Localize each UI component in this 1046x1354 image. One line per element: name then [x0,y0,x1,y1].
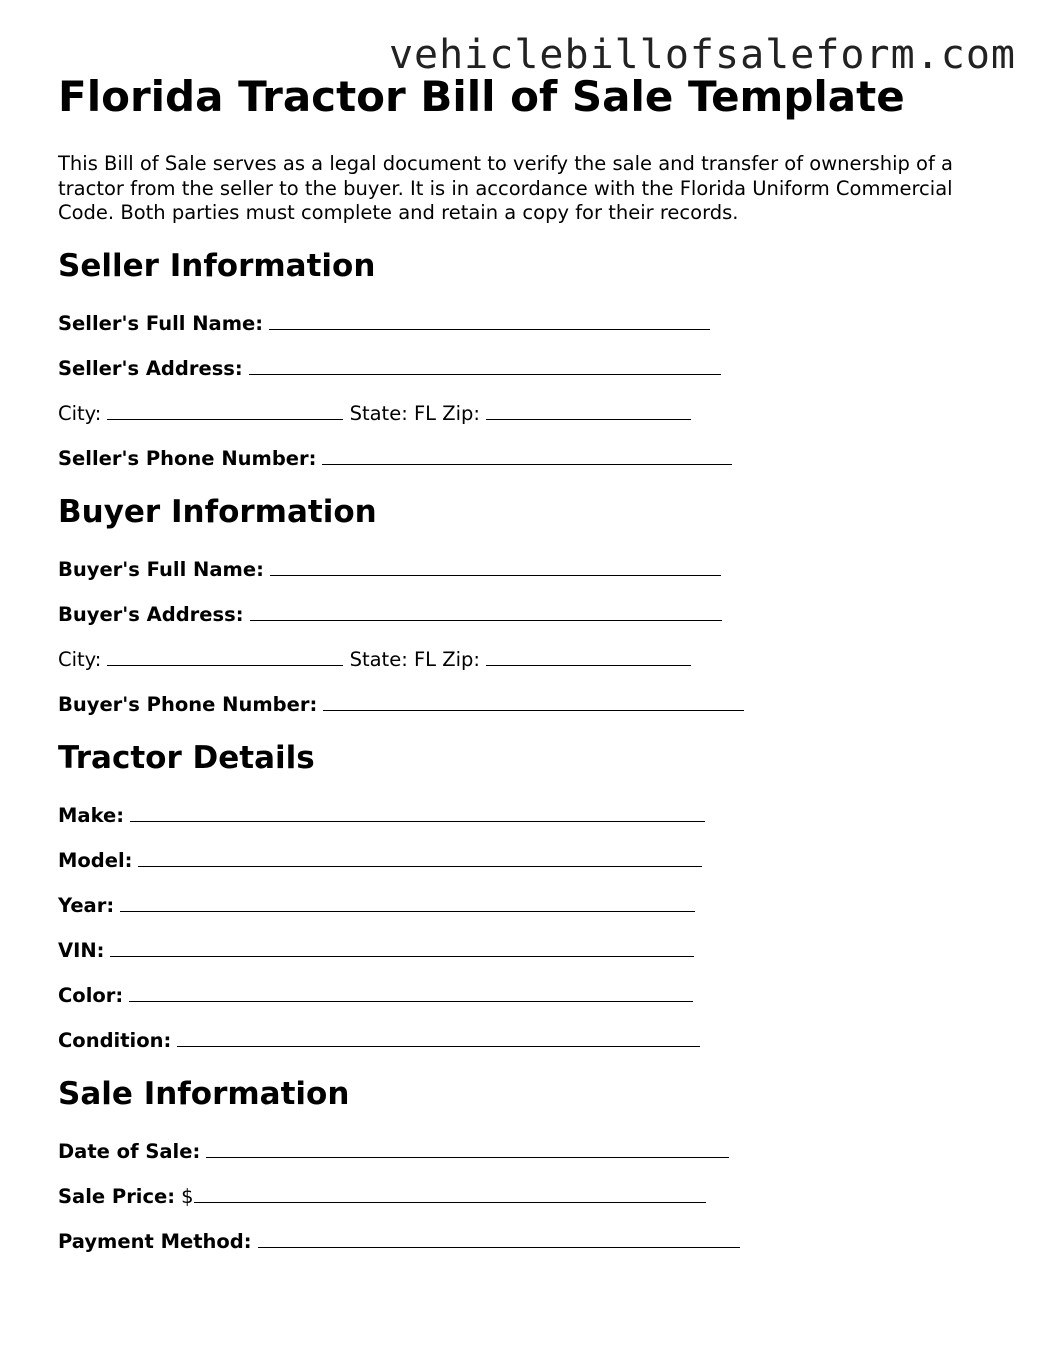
sale-price-label: Sale Price: [58,1185,176,1208]
buyer-address-field [58,602,722,628]
seller-state-zip-label: State: FL Zip: [349,402,480,425]
seller-phone-input[interactable] [322,446,732,465]
document-title: Florida Tractor Bill of Sale Template [58,72,905,121]
buyer-city-label: City: [58,648,102,671]
sale-price-field [58,1184,706,1210]
sale-section-heading: Sale Information [58,1076,350,1112]
currency-symbol: $ [181,1185,194,1208]
buyer-phone-input[interactable] [323,692,744,711]
seller-phone-label: Seller's Phone Number: [58,447,317,470]
seller-full-name-input[interactable] [269,311,710,330]
tractor-model-label: Model: [58,849,133,872]
buyer-phone-field [58,692,744,718]
seller-city-input[interactable] [107,401,343,420]
tractor-vin-field [58,938,694,964]
seller-section-heading: Seller Information [58,248,376,284]
tractor-model-input[interactable] [138,848,702,867]
payment-method-field [58,1229,740,1255]
seller-full-name-label: Seller's Full Name: [58,312,264,335]
buyer-address-input[interactable] [250,602,722,621]
watermark-site-name: vehiclebillofsaleform.com [388,32,1016,78]
intro-paragraph: This Bill of Sale serves as a legal document to verify the sale and transfer of ownership of a tractor from the seller to the buyer. It is in accordance with the Florida Uniform Commercial Code. Both parties must complete and retain a copy for their records. [58,152,954,224]
tractor-condition-field [58,1028,700,1054]
tractor-vin-input[interactable] [110,938,694,957]
tractor-condition-input[interactable] [177,1028,700,1047]
tractor-make-input[interactable] [130,803,705,822]
tractor-color-input[interactable] [129,983,693,1002]
sale-date-input[interactable] [206,1139,729,1158]
tractor-section-heading: Tractor Details [58,740,315,776]
sale-date-label: Date of Sale: [58,1140,201,1163]
tractor-year-input[interactable] [120,893,695,912]
sale-price-input[interactable] [194,1184,706,1203]
seller-phone-field [58,446,732,472]
seller-zip-input[interactable] [486,401,691,420]
tractor-make-label: Make: [58,804,125,827]
tractor-color-label: Color: [58,984,124,1007]
tractor-color-field [58,983,693,1009]
buyer-address-label: Buyer's Address: [58,603,244,626]
buyer-full-name-label: Buyer's Full Name: [58,558,264,581]
buyer-city-input[interactable] [107,647,343,666]
seller-address-input[interactable] [249,356,721,375]
buyer-zip-input[interactable] [486,647,691,666]
buyer-full-name-input[interactable] [270,557,721,576]
seller-full-name-field [58,311,710,337]
buyer-city-state-zip-field [58,647,691,673]
buyer-phone-label: Buyer's Phone Number: [58,693,318,716]
tractor-make-field [58,803,705,829]
payment-method-label: Payment Method: [58,1230,252,1253]
tractor-model-field [58,848,702,874]
buyer-full-name-field [58,557,721,583]
tractor-year-label: Year: [58,894,115,917]
sale-date-field [58,1139,729,1165]
tractor-year-field [58,893,695,919]
payment-method-input[interactable] [258,1229,740,1248]
tractor-condition-label: Condition: [58,1029,172,1052]
tractor-vin-label: VIN: [58,939,105,962]
seller-address-field [58,356,721,382]
seller-city-label: City: [58,402,102,425]
buyer-section-heading: Buyer Information [58,494,377,530]
buyer-state-zip-label: State: FL Zip: [349,648,480,671]
seller-city-state-zip-field [58,401,691,427]
seller-address-label: Seller's Address: [58,357,243,380]
